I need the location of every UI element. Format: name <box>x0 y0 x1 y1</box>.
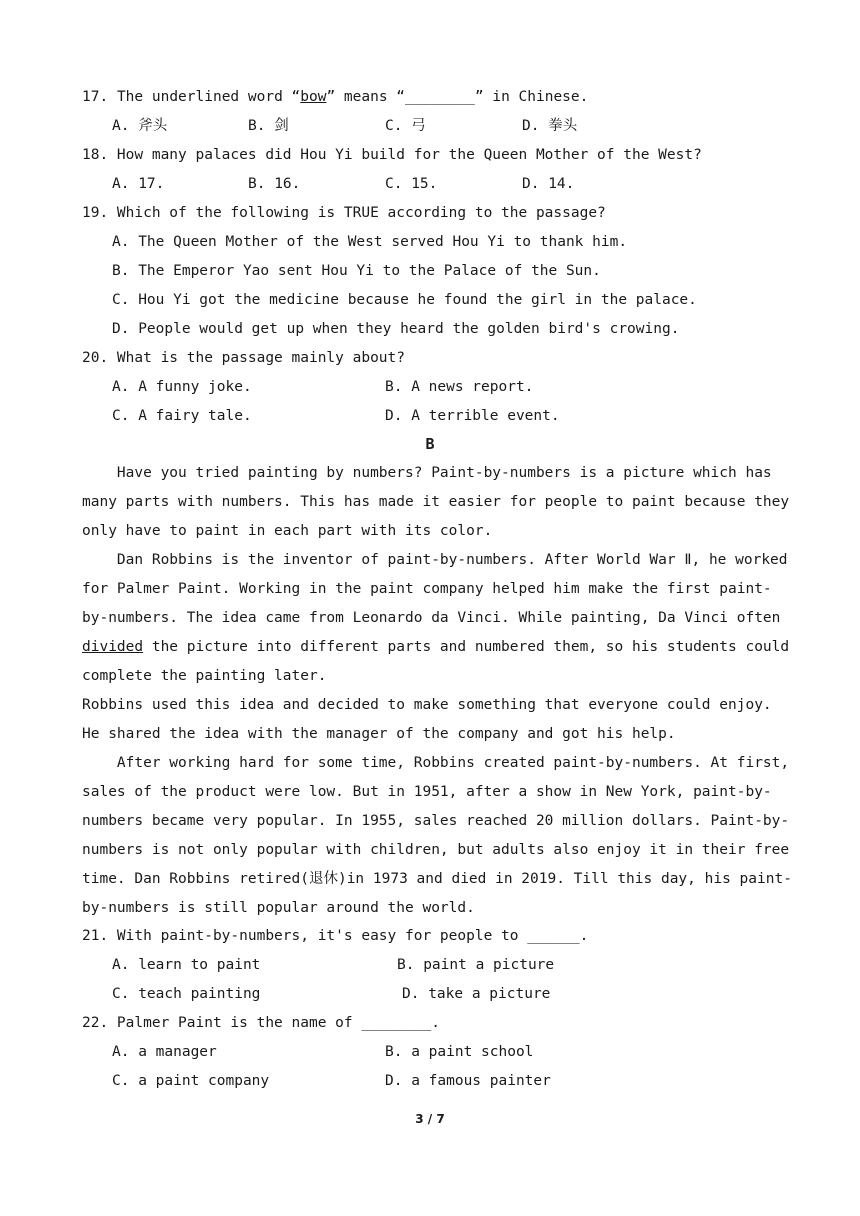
q19-option-b[interactable]: B. The Emperor Yao sent Hou Yi to the Palace of the Sun. <box>112 263 601 279</box>
question-19-stem: 19. Which of the following is TRUE according to the passage? <box>82 205 606 221</box>
passage-line: divided the picture into different parts and numbered them, so his students could <box>82 639 790 655</box>
q20-option-a[interactable]: A. A funny joke. <box>112 379 252 395</box>
passage-line: for Palmer Paint. Working in the paint company helped him make the first paint- <box>82 581 772 597</box>
passage-line: He shared the idea with the manager of the company and got his help. <box>82 726 676 742</box>
passage-line: time. Dan Robbins retired(退休)in 1973 and died in 2019. Till this day, his paint- <box>82 871 792 887</box>
passage-line: Dan Robbins is the inventor of paint-by-numbers. After World War Ⅱ, he worked <box>82 552 788 568</box>
question-18-stem: 18. How many palaces did Hou Yi build for the Queen Mother of the West? <box>82 147 702 163</box>
q17-option-c[interactable]: C. 弓 <box>385 118 426 134</box>
q20-option-b[interactable]: B. A news report. <box>385 379 534 395</box>
passage-line: numbers is not only popular with children, but adults also enjoy it in their free <box>82 842 790 858</box>
passage-line: Robbins used this idea and decided to make something that everyone could enjoy. <box>82 697 772 713</box>
passage-line: sales of the product were low. But in 1951, after a show in New York, paint-by- <box>82 784 772 800</box>
q22-option-c[interactable]: C. a paint company <box>112 1073 270 1089</box>
q18-option-a[interactable]: A. 17. <box>112 176 165 192</box>
passage-line: by-numbers is still popular around the world. <box>82 900 475 916</box>
passage-line: by-numbers. The idea came from Leonardo da Vinci. While painting, Da Vinci often <box>82 610 781 626</box>
passage-line: many parts with numbers. This has made it easier for people to paint because they <box>82 494 790 510</box>
passage-line: numbers became very popular. In 1955, sales reached 20 million dollars. Paint-by- <box>82 813 790 829</box>
q21-option-a[interactable]: A. learn to paint <box>112 957 261 973</box>
q18-option-b[interactable]: B. 16. <box>248 176 301 192</box>
question-21-stem: 21. With paint-by-numbers, it's easy for people to ______. <box>82 928 589 944</box>
question-20-stem: 20. What is the passage mainly about? <box>82 350 406 366</box>
q17-option-d[interactable]: D. 拳头 <box>522 118 578 134</box>
q20-option-d[interactable]: D. A terrible event. <box>385 408 560 424</box>
q21-option-d[interactable]: D. take a picture <box>402 986 551 1002</box>
q21-option-c[interactable]: C. teach painting <box>112 986 261 1002</box>
q18-option-c[interactable]: C. 15. <box>385 176 438 192</box>
passage-line: After working hard for some time, Robbins created paint-by-numbers. At first, <box>82 755 790 771</box>
passage-line: Have you tried painting by numbers? Paint-by-numbers is a picture which has <box>82 465 772 481</box>
q19-option-d[interactable]: D. People would get up when they heard the golden bird's crowing. <box>112 321 680 337</box>
page-number: 3 / 7 <box>415 1112 445 1126</box>
q17-option-b[interactable]: B. 剑 <box>248 118 289 134</box>
q19-option-c[interactable]: C. Hou Yi got the medicine because he found the girl in the palace. <box>112 292 697 308</box>
q18-option-d[interactable]: D. 14. <box>522 176 575 192</box>
question-17-stem: 17. The underlined word “bow” means “________” in Chinese. <box>82 89 589 105</box>
underlined-word-bow: bow <box>300 89 327 105</box>
q21-option-b[interactable]: B. paint a picture <box>397 957 555 973</box>
q22-option-d[interactable]: D. a famous painter <box>385 1073 551 1089</box>
passage-line: only have to paint in each part with its color. <box>82 523 493 539</box>
passage-line: complete the painting later. <box>82 668 327 684</box>
q22-option-b[interactable]: B. a paint school <box>385 1044 534 1060</box>
q17-option-a[interactable]: A. 斧头 <box>112 118 168 134</box>
q19-option-a[interactable]: A. The Queen Mother of the West served Hou Yi to thank him. <box>112 234 628 250</box>
question-22-stem: 22. Palmer Paint is the name of ________. <box>82 1015 440 1031</box>
underlined-word-divided: divided <box>82 639 144 655</box>
section-title: B <box>425 435 435 453</box>
q22-option-a[interactable]: A. a manager <box>112 1044 217 1060</box>
q20-option-c[interactable]: C. A fairy tale. <box>112 408 252 424</box>
